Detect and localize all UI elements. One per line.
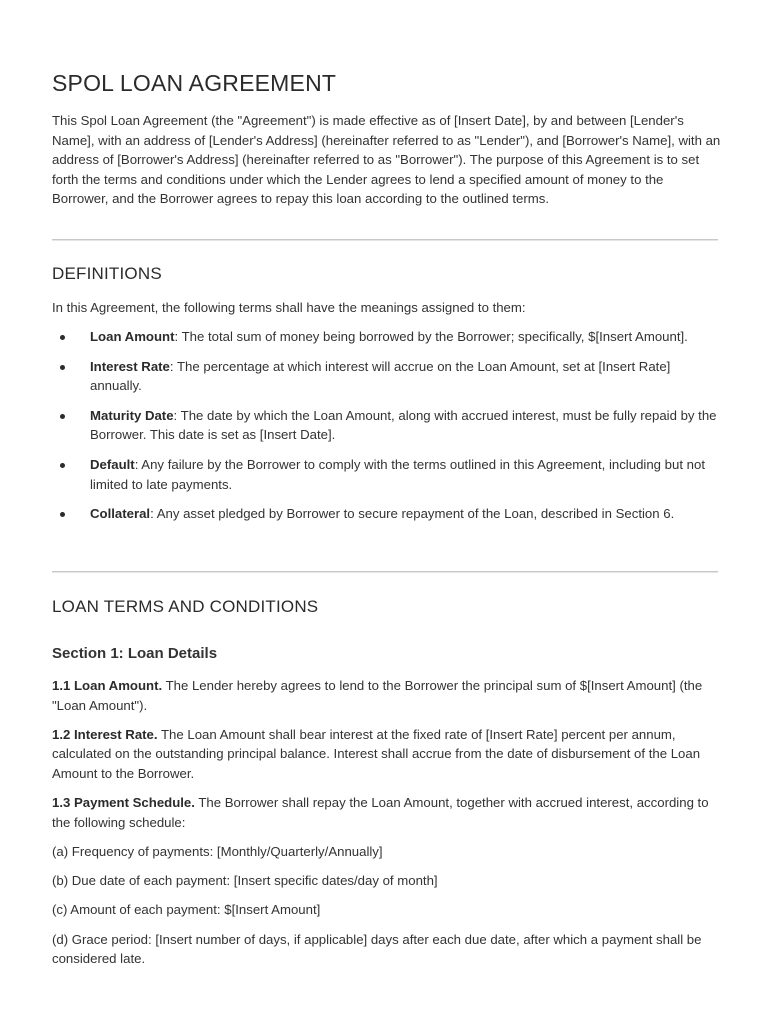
section-1-title: Section 1: Loan Details	[52, 645, 218, 662]
definition-term: Interest Rate	[90, 358, 170, 374]
clause-label: 1.2 Interest Rate.	[52, 726, 158, 742]
section-divider	[52, 571, 718, 572]
clause-text: (c) Amount of each payment: $[Insert Amount]	[52, 902, 321, 918]
schedule-item-a	[52, 842, 722, 862]
definition-text: : Any failure by the Borrower to comply with the terms outlined in this Agreement, including but not limited to late payments.	[90, 456, 705, 492]
clause-text: (b) Due date of each payment: [Insert specific dates/day of month]	[52, 873, 438, 889]
definition-term: Collateral	[90, 506, 151, 522]
bullet-icon	[60, 463, 65, 468]
definition-text: : The percentage at which interest will accrue on the Loan Amount, set at [Insert Rate] annually.	[90, 358, 671, 394]
definition-term: Maturity Date	[90, 407, 174, 423]
bullet-icon	[60, 335, 65, 340]
definition-item	[52, 504, 722, 524]
clause-text: The Lender hereby agrees to lend to the Borrower the principal sum of $[Insert Amount] (the "Loan Amount").	[52, 678, 703, 713]
section-1-clauses	[52, 676, 722, 978]
clause-1-1	[52, 676, 722, 715]
clause-label: 1.1 Loan Amount.	[52, 678, 163, 693]
schedule-item-b	[52, 871, 722, 891]
definitions-intro: In this Agreement, the following terms shall have the meanings assigned to them:	[52, 300, 526, 315]
clause-text: (a) Frequency of payments: [Monthly/Quarterly/Annually]	[52, 843, 383, 859]
loan-terms-heading: LOAN TERMS AND CONDITIONS	[52, 597, 319, 616]
document-title: SPOL LOAN AGREEMENT	[52, 70, 337, 96]
section-divider	[52, 239, 718, 240]
clause-1-2	[52, 725, 722, 784]
clause-label: 1.3 Payment Schedule.	[52, 795, 195, 811]
definitions-list	[52, 327, 722, 534]
intro-paragraph: This Spol Loan Agreement (the "Agreement") is made effective as of [Insert Date], by and between [Lender's Name], with an address of [Lender's Address] (hereinafter referred to as "Lender"), and [Borrower's Name], with an address of [Borrower's Address] (hereinafter referred to as "Borrower"). The purpose of this Agreement is to set forth the terms and conditions under which the Lender agrees to lend a specified amount of money to the Borrower, and the Borrower agrees to repay this loan according to the outlined terms.	[52, 113, 721, 207]
clause-text: (d) Grace period: [Insert number of days, if applicable] days after each due date, after which a payment shall be considered late.	[52, 931, 702, 967]
definition-text: : The total sum of money being borrowed by the Borrower; specifically, $[Insert Amount].	[174, 329, 688, 344]
bullet-icon	[60, 512, 65, 517]
clause-text: The Loan Amount shall bear interest at the fixed rate of [Insert Rate] percent per annum, calculated on the outstanding principal balance. Interest shall accrue from the date of disbursement of the Loan Amount to the Borrower.	[52, 726, 701, 781]
definition-item	[52, 455, 722, 494]
definitions-heading: DEFINITIONS	[52, 264, 162, 283]
definition-item	[52, 327, 722, 347]
definition-text: : The date by which the Loan Amount, along with accrued interest, must be fully repaid by the Borrower. This date is set as [Insert Date].	[90, 407, 717, 443]
clause-text: The Borrower shall repay the Loan Amount, together with accrued interest, according to the following schedule:	[52, 795, 709, 830]
bullet-icon	[60, 414, 65, 419]
schedule-item-d	[52, 930, 722, 969]
definition-term: Loan Amount	[90, 329, 175, 344]
schedule-item-c	[52, 900, 722, 920]
definition-text: : Any asset pledged by Borrower to secure repayment of the Loan, described in Section 6.	[150, 506, 675, 522]
definition-term: Default	[90, 456, 135, 472]
bullet-icon	[60, 365, 65, 370]
definition-item	[52, 357, 722, 396]
clause-1-3	[52, 793, 722, 832]
definition-item	[52, 406, 722, 445]
